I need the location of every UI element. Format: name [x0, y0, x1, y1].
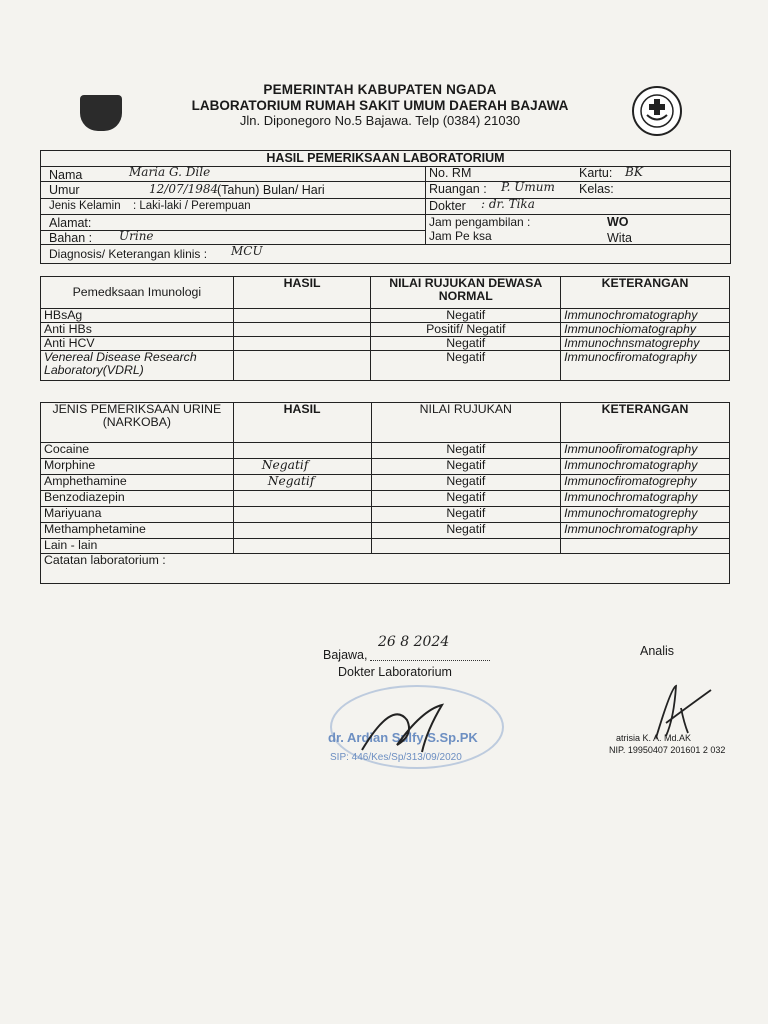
kartu-value: BK — [625, 165, 643, 179]
header-address: Jln. Diponegoro No.5 Bajawa. Telp (0384) 21030 — [239, 113, 521, 128]
header-laboratory: LABORATORIUM RUMAH SAKIT UMUM DAERAH BAJAWA — [191, 98, 569, 113]
diagnosis-value: MCU — [231, 244, 263, 258]
jam-pengambilan-unit: WO — [607, 215, 629, 229]
dokter-value: : dr. Tika — [481, 197, 535, 211]
alamat-label: Alamat: — [49, 216, 92, 230]
umur-label: Umur — [49, 183, 80, 197]
test-name: Morphine — [41, 459, 234, 475]
test-result — [233, 351, 371, 381]
analis-label: Analis — [640, 644, 675, 658]
test-name: HBsAg — [41, 309, 234, 323]
reference-value: Positif/ Negatif — [371, 323, 561, 337]
table-row — [41, 443, 730, 459]
test-result — [233, 523, 371, 539]
reference-value: Negatif — [371, 459, 561, 475]
test-result — [233, 323, 371, 337]
dokter-name: dr. Ardian Sulfy S.Sp.PK — [328, 730, 478, 745]
signature-place: Bajawa, — [323, 648, 368, 662]
method: Immunochromatography — [561, 459, 730, 475]
reference-value: Negatif — [371, 523, 561, 539]
jenis-kelamin-label: Jenis Kelamin — [49, 200, 121, 212]
bahan-value: Urine — [119, 229, 154, 243]
method: Immunoofiromatography — [561, 443, 730, 459]
patient-info-box — [40, 150, 731, 264]
reference-value: Negatif — [371, 337, 561, 351]
diagnosis-label: Diagnosis/ Keterangan klinis : — [49, 247, 208, 261]
urine-header-rujukan: NILAI RUJUKAN — [371, 403, 561, 443]
method: Immunochnsmatogrephy — [561, 337, 730, 351]
test-name: Amphethamine — [41, 475, 234, 491]
header-government: PEMERINTAH KABUPATEN NGADA — [263, 82, 497, 97]
umur-value: 12/07/1984 — [149, 182, 219, 196]
method — [561, 539, 730, 554]
test-result — [233, 507, 371, 523]
umur-units: (Tahun) Bulan/ Hari — [217, 183, 325, 197]
bahan-label: Bahan : — [49, 231, 93, 245]
immuno-header-pemeriksaan: Pemedksaan Imunologi — [41, 277, 234, 309]
test-result: Negatif — [233, 459, 371, 475]
nama-label: Nama — [49, 168, 83, 182]
test-name: Venereal Disease Research Laboratory(VDRL) — [41, 351, 234, 381]
immuno-header-hasil: HASIL — [233, 277, 371, 309]
test-name: Lain - lain — [41, 539, 234, 554]
method: Immunochromatography — [561, 309, 730, 323]
government-crest-icon — [80, 95, 122, 131]
dokter-laboratorium-label: Dokter Laboratorium — [338, 665, 452, 679]
table-row — [41, 507, 730, 523]
analis-nip: NIP. 19950407 201601 2 032 — [609, 745, 726, 755]
table-row — [41, 309, 730, 323]
test-name: Anti HCV — [41, 337, 234, 351]
test-result — [233, 491, 371, 507]
dokter-label: Dokter — [429, 199, 466, 213]
test-name: Mariyuana — [41, 507, 234, 523]
doctor-signature-icon — [352, 690, 462, 760]
ruangan-label: Ruangan : — [429, 182, 487, 196]
signature-date: 26 8 2024 — [378, 634, 450, 650]
kelas-label: Kelas: — [579, 182, 614, 196]
kartu-label: Kartu: — [579, 166, 613, 180]
method: Immunocfiromatogrephy — [561, 475, 730, 491]
no-rm-label: No. RM — [429, 166, 472, 180]
jam-periksa-label: Jam Pe ksa — [429, 229, 492, 243]
table-row — [41, 351, 730, 381]
jam-pengambilan-label: Jam pengambilan : — [429, 215, 531, 229]
ruangan-value: P. Umum — [501, 180, 555, 194]
reference-value: Negatif — [371, 475, 561, 491]
test-result: Negatif — [233, 475, 371, 491]
table-row — [41, 337, 730, 351]
test-result — [233, 443, 371, 459]
immunology-table — [40, 276, 730, 381]
reference-value: Negatif — [371, 351, 561, 381]
reference-value — [371, 539, 561, 554]
table-row — [41, 539, 730, 554]
method: Immunochromatography — [561, 491, 730, 507]
test-name: Benzodiazepin — [41, 491, 234, 507]
table-row — [41, 459, 730, 475]
catatan-label: Catatan laboratorium : — [41, 554, 730, 584]
analis-name: atrisia K. A. Md.AK — [616, 733, 692, 743]
jenis-kelamin-value: : Laki-laki / Perempuan — [133, 200, 251, 212]
method: Immunocfiromatography — [561, 351, 730, 381]
catatan-row — [41, 554, 730, 584]
form-title: HASIL PEMERIKSAAN LABORATORIUM — [41, 151, 730, 167]
immuno-header-keterangan: KETERANGAN — [561, 277, 730, 309]
reference-value: Negatif — [371, 443, 561, 459]
urine-narcotics-table — [40, 402, 730, 584]
table-row — [41, 523, 730, 539]
test-result — [233, 539, 371, 554]
urine-header-keterangan: KETERANGAN — [561, 403, 730, 443]
method: Immunochromatogrephy — [561, 507, 730, 523]
nama-value: Maria G. Dile — [129, 165, 211, 179]
test-result — [233, 337, 371, 351]
urine-header-hasil: HASIL — [233, 403, 371, 443]
reference-value: Negatif — [371, 309, 561, 323]
table-row — [41, 491, 730, 507]
table-row — [41, 475, 730, 491]
method: Immunochiomatography — [561, 323, 730, 337]
jam-periksa-unit: Wita — [607, 231, 632, 245]
bakti-husada-logo-icon — [632, 86, 682, 136]
reference-value: Negatif — [371, 507, 561, 523]
immuno-header-rujukan: NILAI RUJUKAN DEWASA NORMAL — [371, 277, 561, 309]
table-row — [41, 323, 730, 337]
urine-header-jenis: JENIS PEMERIKSAAN URINE (NARKOBA) — [41, 403, 234, 443]
test-result — [233, 309, 371, 323]
dokter-sip: SIP: 446/Kes/Sp/313/09/2020 — [330, 752, 462, 763]
reference-value: Negatif — [371, 491, 561, 507]
test-name: Methamphetamine — [41, 523, 234, 539]
test-name: Cocaine — [41, 443, 234, 459]
test-name: Anti HBs — [41, 323, 234, 337]
method: Immunochromatography — [561, 523, 730, 539]
